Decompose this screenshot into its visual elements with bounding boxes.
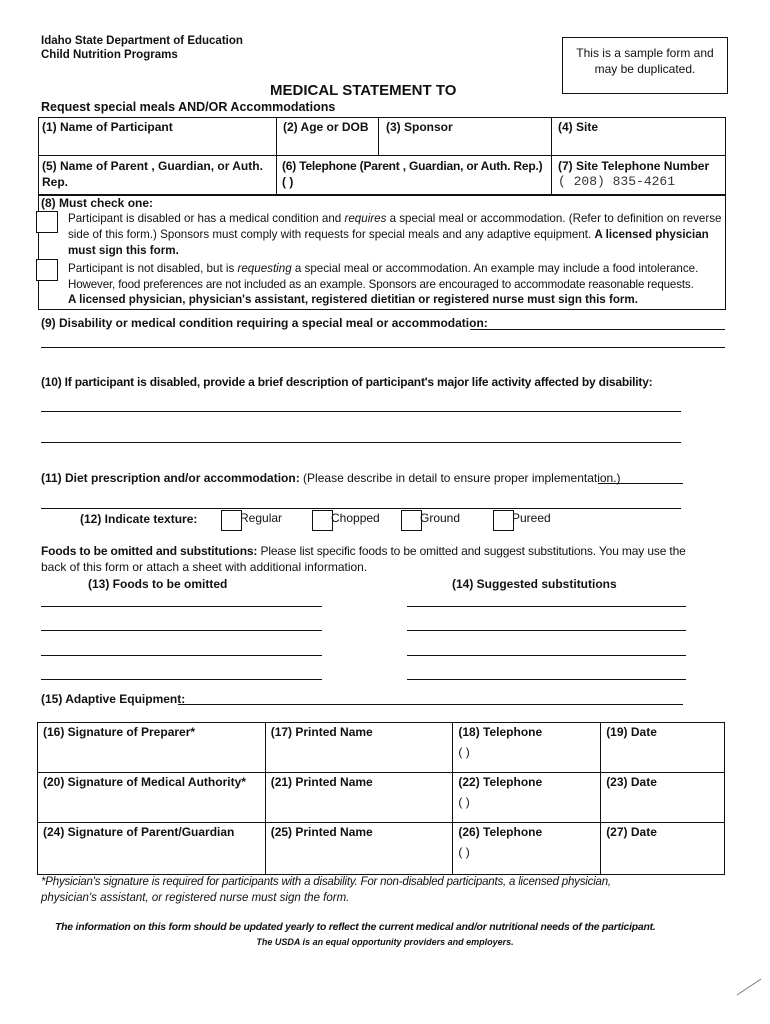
medical-authority-telephone-cell[interactable]: (22) Telephone ( ) [453,773,601,823]
omit-line-3[interactable] [41,655,322,656]
not-disabled-option-line2: However, food preferences are not included as an example. Sponsors are encouraged to accommodate reasonable requests. [68,278,694,291]
preparer-name-cell[interactable]: (17) Printed Name [265,723,453,773]
not-disabled-checkbox[interactable] [36,259,58,281]
site-telephone-value: ( 208) 835-4261 [558,174,676,189]
adaptive-equipment-line[interactable] [178,704,683,705]
preparer-date-cell[interactable]: (19) Date [601,723,725,773]
parent-telephone-field[interactable]: (6) Telephone (Parent , Guardian, or Auth. Rep.) [282,159,543,173]
texture-chopped-checkbox[interactable] [312,510,333,531]
q11-answer-line[interactable] [598,483,683,484]
parent-name-field[interactable]: (5) Name of Parent , Guardian, or Auth. [42,159,263,173]
texture-ground-checkbox[interactable] [401,510,422,531]
subst-line-1[interactable] [407,606,686,607]
texture-regular-checkbox[interactable] [221,510,242,531]
foods-intro-line1: Foods to be omitted and substitutions: Please list specific foods to be omitted and suggest substitutions. You may use the [41,544,686,558]
site-telephone-field[interactable]: (7) Site Telephone Number [558,159,710,173]
foods-omit-label: (13) Foods to be omitted [88,577,228,591]
foods-intro-line2: back of this form or attach a sheet with additional information. [41,560,368,574]
agency-name: Idaho State Department of Education [41,35,243,47]
sponsor-field[interactable]: (3) Sponsor [386,120,453,134]
usda-statement: The USDA is an equal opportunity providers and employers. [256,937,514,947]
q11-label: (11) Diet prescription and/or accommodation: (Please describe in detail to ensure proper implementation.) [41,471,621,485]
update-notice: The information on this form should be updated yearly to reflect the current medical and/or nutritional needs of the participant. [55,922,656,933]
not-disabled-option-line3: A licensed physician, physician's assistant, registered dietitian or registered nurse must sign this form. [68,293,638,306]
preparer-signature-cell[interactable]: (16) Signature of Preparer* [38,723,266,773]
pen-mark [735,975,765,1000]
site-field[interactable]: (4) Site [558,120,599,134]
parent-date-cell[interactable]: (27) Date [601,823,725,875]
q11-answer-line-2[interactable] [41,508,681,509]
texture-regular-label: Regular [240,511,283,525]
disabled-option-line3: must sign this form. [68,244,179,257]
must-check-label: (8) Must check one: [41,196,154,210]
subst-line-2[interactable] [407,630,686,631]
age-dob-field[interactable]: (2) Age or DOB [283,120,369,134]
q10-answer-line-1[interactable] [41,411,681,412]
footnote-line2: physician's assistant, or registered nurse must sign the form. [41,892,350,904]
sample-note-box [562,37,728,94]
q9-label: (9) Disability or medical condition requiring a special meal or accommodation: [41,316,488,330]
disabled-option-line2: side of this form.) Sponsors must comply with requests for special meals and any adaptive equipment. A licensed physician [68,228,709,241]
parent-signature-cell[interactable]: (24) Signature of Parent/Guardian [38,823,266,875]
medical-authority-signature-cell[interactable]: (20) Signature of Medical Authority* [38,773,266,823]
parent-name-cell[interactable]: (25) Printed Name [265,823,453,875]
texture-pureed-checkbox[interactable] [493,510,514,531]
preparer-telephone-cell[interactable]: (18) Telephone ( ) [453,723,601,773]
omit-line-4[interactable] [41,679,322,680]
subst-line-3[interactable] [407,655,686,656]
disabled-option-line1: Participant is disabled or has a medical condition and requires a special meal or accommodation. (Refer to definition on reverse [68,212,722,225]
texture-ground-label: Ground [420,511,461,525]
disabled-checkbox[interactable] [36,211,58,233]
foods-subst-label: (14) Suggested substitutions [452,577,617,591]
not-disabled-option-line1: Participant is not disabled, but is requesting a special meal or accommodation. An example may include a food intolerance. [68,262,699,275]
subst-line-4[interactable] [407,679,686,680]
medical-authority-name-cell[interactable]: (21) Printed Name [265,773,453,823]
omit-line-1[interactable] [41,606,322,607]
medical-authority-date-cell[interactable]: (23) Date [601,773,725,823]
q10-answer-line-2[interactable] [41,442,681,443]
q9-answer-line-2[interactable] [41,347,725,348]
participant-name-field[interactable]: (1) Name of Participant [42,120,173,134]
texture-chopped-label: Chopped [331,511,380,525]
parent-name-field-cont: Rep. [42,175,69,189]
adaptive-equipment-label: (15) Adaptive Equipment: [41,692,186,706]
parent-telephone-paren: ( ) [282,175,294,189]
form-title: MEDICAL STATEMENT TO [270,82,457,99]
omit-line-2[interactable] [41,630,322,631]
footnote-line1: *Physician's signature is required for participants with a disability. For non-disabled participants, a licensed physician, [41,876,611,888]
q9-answer-line[interactable] [470,329,725,330]
signature-table [37,722,725,875]
sample-note-line2: may be duplicated. [594,62,696,76]
parent-telephone-cell[interactable]: (26) Telephone ( ) [453,823,601,875]
q10-label: (10) If participant is disabled, provide a brief description of participant's major life activity affected by disability: [41,375,653,389]
texture-pureed-label: Pureed [512,511,551,525]
program-name: Child Nutrition Programs [41,49,178,61]
form-subtitle: Request special meals AND/OR Accommodations [41,100,336,114]
texture-label: (12) Indicate texture: [80,512,198,526]
sample-note-line1: This is a sample form and [576,46,714,60]
